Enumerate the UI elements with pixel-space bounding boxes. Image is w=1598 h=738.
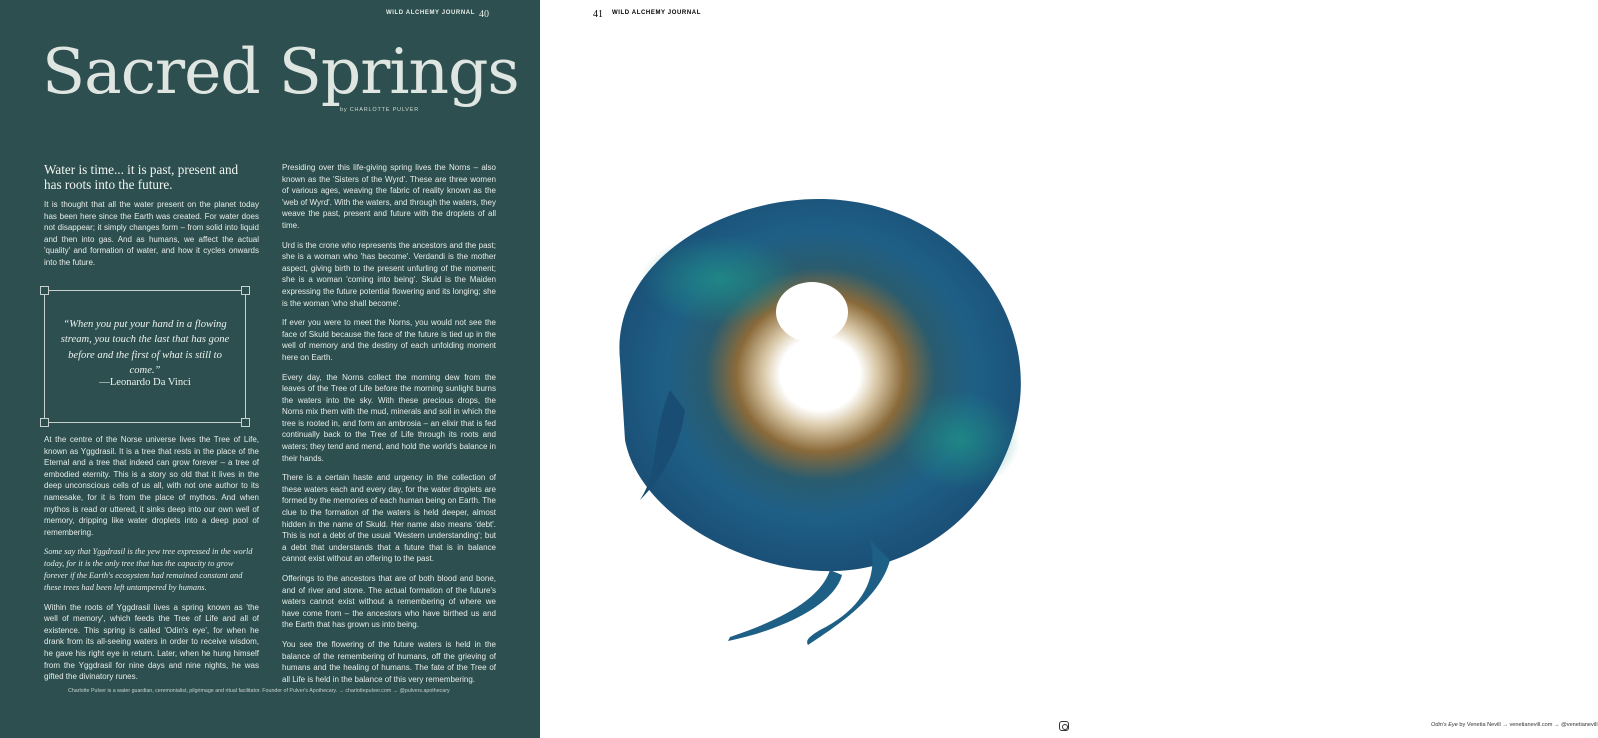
running-header-left: WILD ALCHEMY JOURNAL [386, 10, 475, 16]
paragraph: If ever you were to meet the Norns, you would not see the face of Skuld because the face of the future is tied up in the well of memory and the destiny of each unfolding moment here on Earth. [282, 318, 496, 362]
right-page [540, 0, 1598, 738]
italic-paragraph: Some say that Yggdrasil is the yew tree expressed in the world today, for it is the only tree that has the capacity to grow forever if the Earth's ecosystem had remained constant and these trees had been left untampered by humans. [44, 547, 253, 592]
page-number-left: 40 [479, 9, 489, 20]
paragraph: Offerings to the ancestors that are of both blood and bone, and of river and stone. The actual formation of the future's waters cannot exist without a remembering of where we have come from – the ancestors who have birthed us and the Earth that has grown us into being. [282, 574, 496, 630]
author-bio-footer: Charlotte Pulver is a water guardian, ceremonialist, pilgrimage and ritual facilitator. Founder of Pulver's Apothecary. → charlottepulver.com → @pulvers.apothecary [68, 688, 450, 694]
quote-corner-ornament [40, 286, 49, 295]
artwork-credit [1431, 722, 1598, 728]
quote-text: “When you put your hand in a flowing stream, you touch the last that has gone before and the first of what is still to come.” [60, 319, 230, 377]
page-number-right: 41 [593, 9, 603, 20]
running-header-right: WILD ALCHEMY JOURNAL [612, 10, 701, 16]
byline: by CHARLOTTE PULVER [340, 107, 419, 113]
paragraph: Urd is the crone who represents the ancestors and the past; she is a woman who 'has become'. Verdandi is the mother aspect, giving birth to the present unfurling of the moment; she is a woman 'coming into being'. Skuld is the Maiden expressing the future potential flowering and its longing; she is the woman 'who shall become'. [282, 240, 496, 308]
paragraph: There is a certain haste and urgency in the collection of these waters each and every day, for the water droplets are formed by the memories of each human being on Earth. The clue to the formation of the waters is held deeper, almost hidden in the name of Skuld. Her name also means 'debt'. This is not a debt of the usual 'Western understanding'; but a debt that understands that a future that is in balance cannot exist without an offering to the past. [282, 473, 496, 564]
artwork-title: Odin's Eye [1431, 722, 1458, 728]
instagram-icon [1059, 721, 1069, 731]
paragraph: It is thought that all the water present on the planet today has been here since the Earth was created. For water does not disappear; it simply changes form – from solid into liquid and then into gas. And as humans, we affect the actual 'quality' and formation of water, and how it cycles onwards into the future. [44, 200, 259, 267]
pull-quote [44, 290, 246, 423]
quote-corner-ornament [241, 286, 250, 295]
quote-author: —Leonardo Da Vinci [99, 377, 191, 388]
left-page [0, 0, 540, 738]
article-title: Sacred Springs [42, 35, 519, 108]
paragraph: At the centre of the Norse universe lives the Tree of Life, known as Yggdrasil. It is a tree that rests in the place of the Eternal and a tree that indeed can grow forever – a tree of embodied eternity. This is a story so old that it lives in the deep unconscious cells of us all, with not one author to its namesake, for it is from the place of mythos. And when mythos is read or uttered, it sinks deep into our own well of memory, dripping like water droplets into a deep pool of remembering. [44, 435, 259, 537]
column-1-top [44, 162, 259, 277]
artwork-credit-text: by Venetia Nevill → venetianevill.com → @venetianevill [1457, 722, 1598, 728]
column-2 [282, 162, 496, 693]
quote-corner-ornament [40, 418, 49, 427]
lede: Water is time... it is past, present and has roots into the future. [44, 162, 239, 192]
paragraph: You see the flowering of the future waters is held in the balance of the remembering of humans, off the grieving of humans and the healing of humans. The fate of the Tree of all Life is held in the balance of this very remembering. [282, 639, 496, 684]
paragraph: Within the roots of Yggdrasil lives a spring known as 'the well of memory', which feeds the Tree of Life and all of existence. This spring is called 'Odin's eye', for when he drank from its all-seeing waters in order to receive wisdom, he gave his right eye in return. Later, when he hung himself from the Yggdrasil for nine days and nine nights, he was gifted the divinatory runes. [44, 602, 259, 682]
paragraph: Presiding over this life-giving spring lives the Norns – also known as the 'Sisters of the Wyrd'. These are three women of various ages, weaving the fabric of reality known as the 'web of Wyrd'. With the waters, and through the waters, they weave the past, present and future with the droplets of all time. [282, 163, 496, 230]
paragraph: Every day, the Norns collect the morning dew from the leaves of the Tree of Life before the morning sunlight burns the waters into the sky. With these precious drops, the Norns mix them with the mud, minerals and soil in which the tree is rooted in, and form an ambrosia – an elixir that is fed continually back to the Tree of Life through its roots and waters; they tend and mend, and hold the world's balance in their hands. [282, 372, 496, 463]
quote-corner-ornament [241, 418, 250, 427]
column-1-bottom [44, 434, 259, 691]
odins-eye-artwork [580, 140, 1040, 660]
